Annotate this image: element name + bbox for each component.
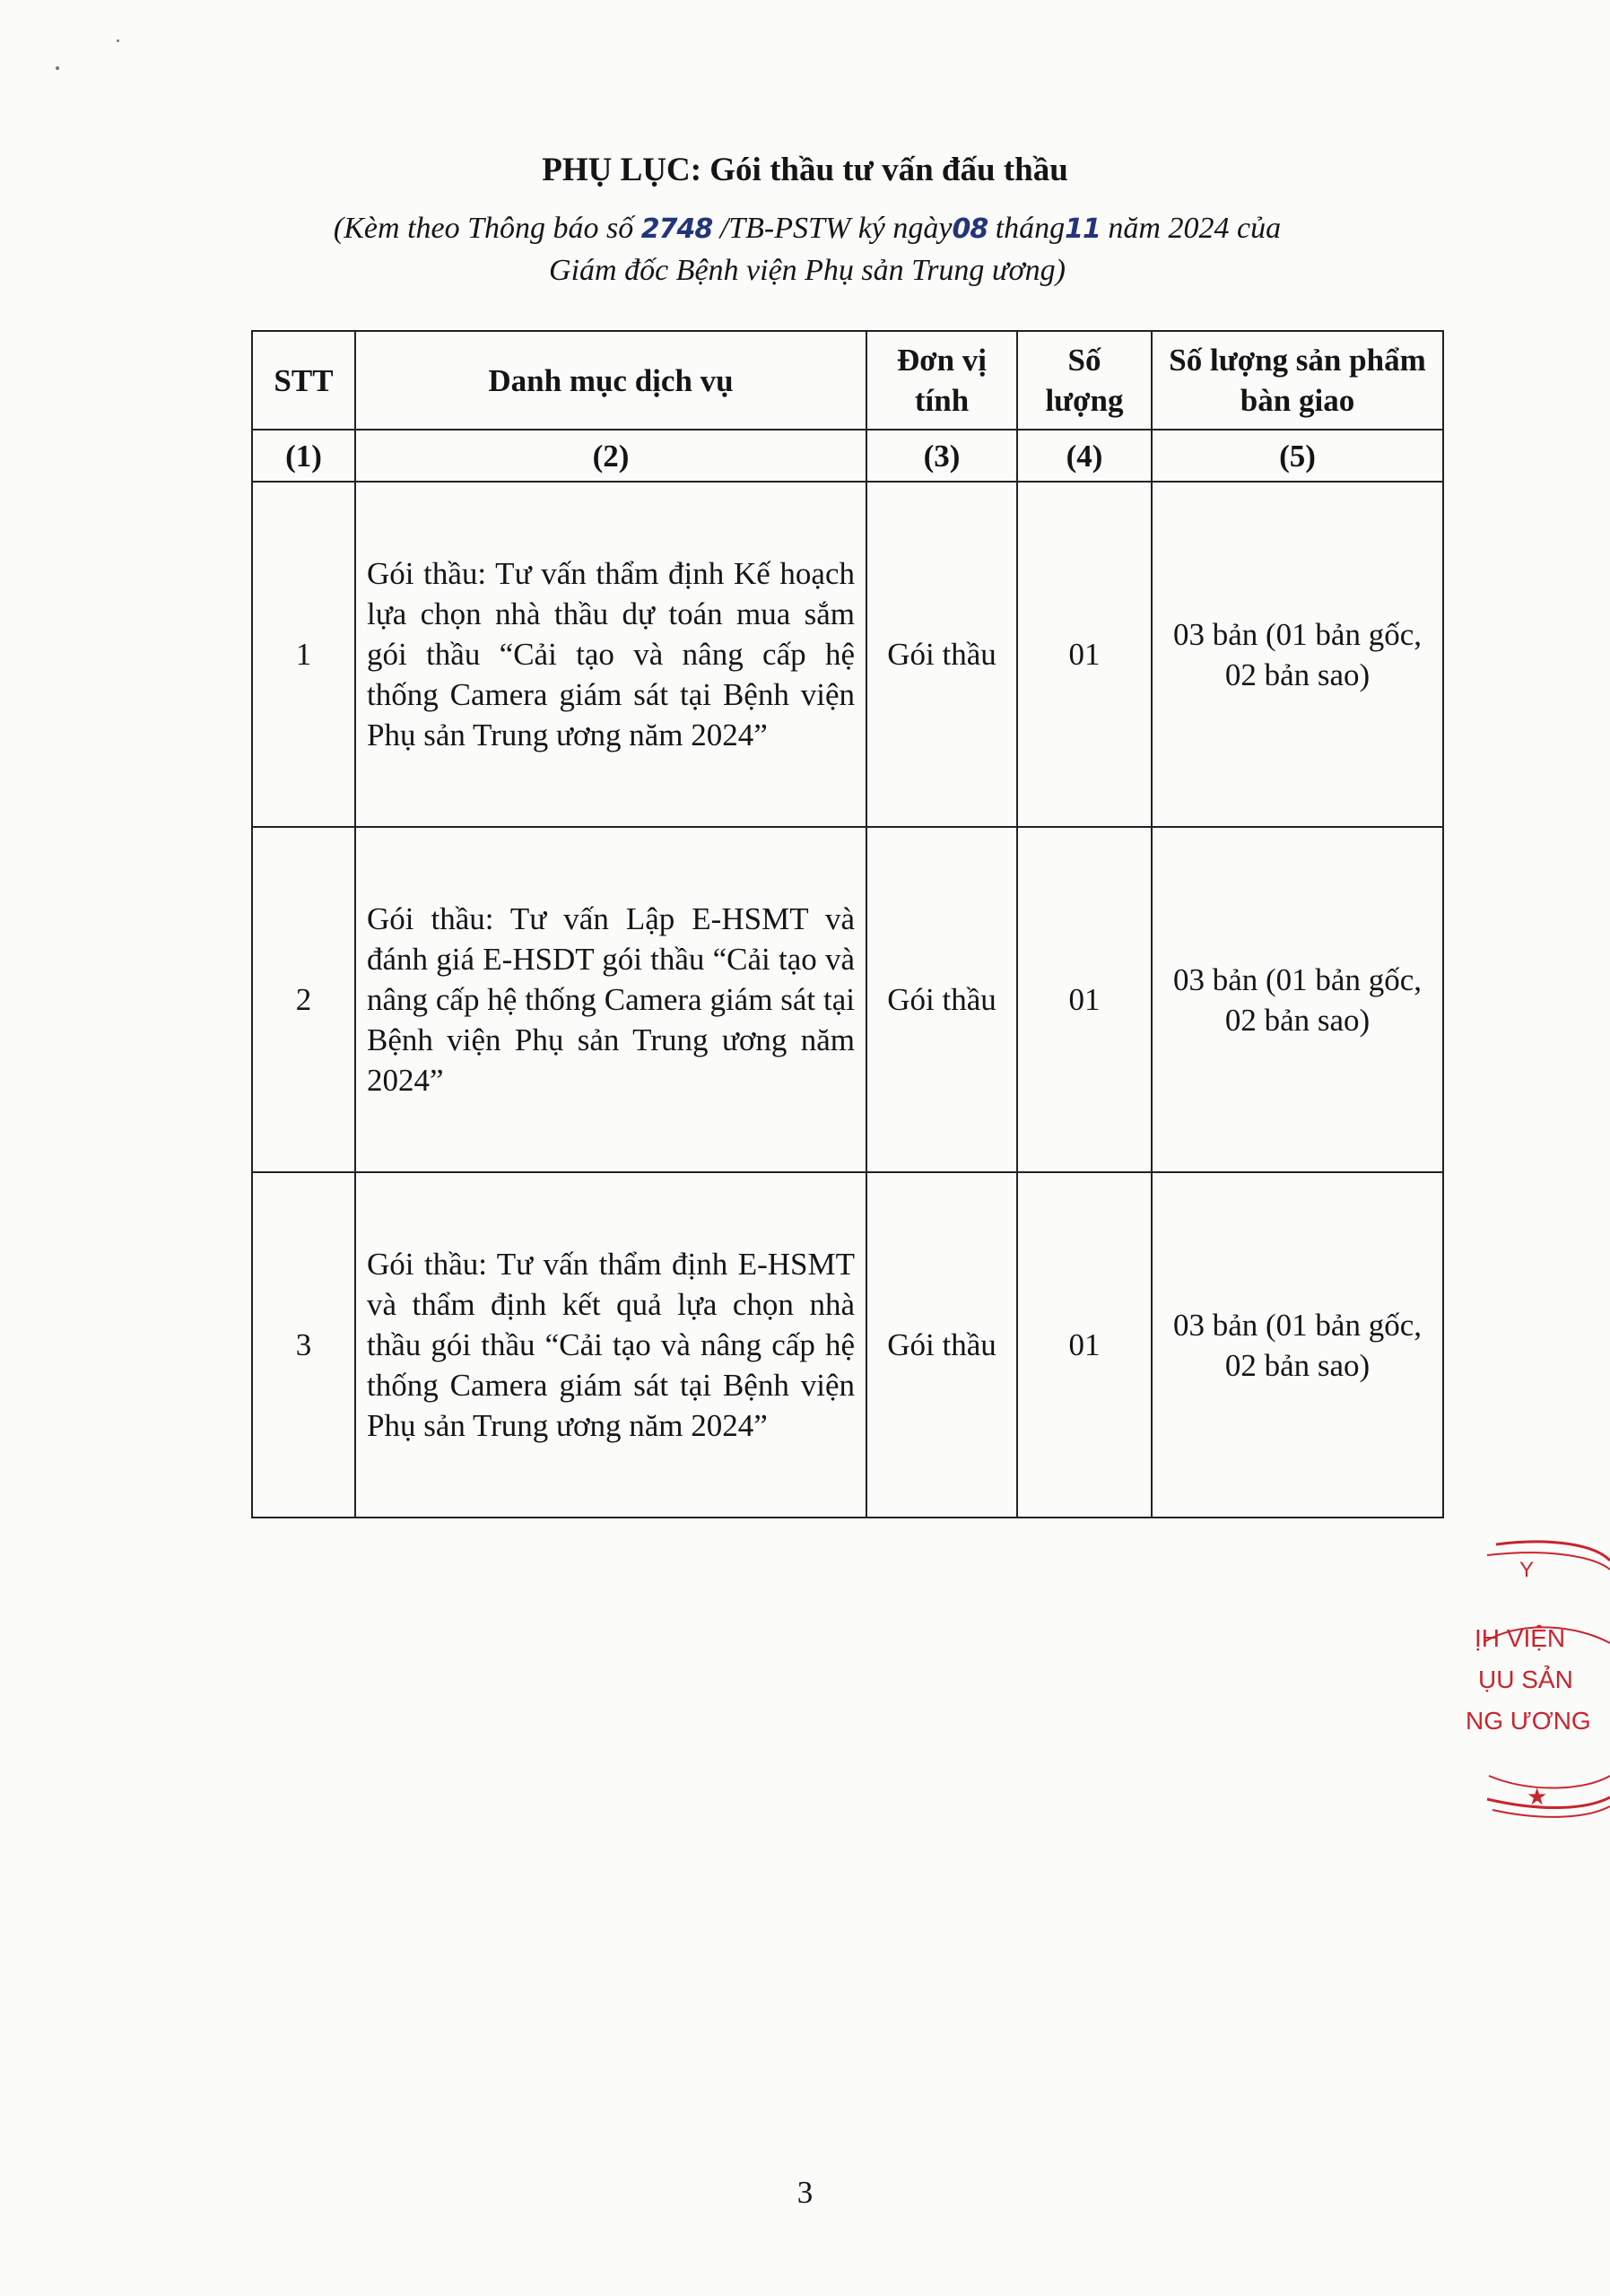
column-number: (3) bbox=[866, 430, 1017, 482]
cell-delivered: 03 bản (01 bản gốc, 02 bản sao) bbox=[1152, 482, 1443, 827]
cell-description: Gói thầu: Tư vấn thẩm định E-HSMT và thẩm định kết quả lựa chọn nhà thầu gói thầu “Cải tạo và nâng cấp hệ thống Camera giám sát tại Bệnh viện Phụ sản Trung ương năm 2024” bbox=[355, 1172, 866, 1518]
table-header-row bbox=[252, 331, 1443, 430]
cell-delivered: 03 bản (01 bản gốc, 02 bản sao) bbox=[1152, 827, 1443, 1172]
cell-stt: 1 bbox=[252, 482, 355, 827]
column-number-row bbox=[252, 430, 1443, 482]
hospital-seal-stamp bbox=[1451, 1525, 1610, 1830]
header-quantity: Số lượng bbox=[1017, 331, 1152, 430]
cell-unit: Gói thầu bbox=[866, 827, 1017, 1172]
subtitle-line-1: (Kèm theo Thông báo số 2748 /TB-PSTW ký ngày08 tháng11 năm 2024 của bbox=[333, 212, 1282, 245]
column-number: (1) bbox=[252, 430, 355, 482]
column-number: (5) bbox=[1152, 430, 1443, 482]
cell-stt: 3 bbox=[252, 1172, 355, 1518]
handwritten-month: 11 bbox=[1065, 213, 1101, 245]
subtitle-line-2: Giám đốc Bệnh viện Phụ sản Trung ương) bbox=[549, 254, 1066, 287]
scan-speck bbox=[117, 39, 119, 42]
header-service: Danh mục dịch vụ bbox=[355, 331, 866, 430]
column-number: (2) bbox=[355, 430, 866, 482]
cell-description: Gói thầu: Tư vấn Lập E-HSMT và đánh giá E-HSDT gói thầu “Cải tạo và nâng cấp hệ thống Camera giám sát tại Bệnh viện Phụ sản Trung ương năm 2024” bbox=[355, 827, 866, 1172]
handwritten-number: 2748 bbox=[640, 213, 713, 245]
cell-quantity: 01 bbox=[1017, 827, 1152, 1172]
header-unit: Đơn vị tính bbox=[866, 331, 1017, 430]
seal-text-3: ỤU SẢN bbox=[1478, 1665, 1573, 1693]
header-stt: STT bbox=[252, 331, 355, 430]
cell-delivered: 03 bản (01 bản gốc, 02 bản sao) bbox=[1152, 1172, 1443, 1518]
cell-quantity: 01 bbox=[1017, 1172, 1152, 1518]
seal-text-2: ỊH VIỆN bbox=[1475, 1624, 1566, 1652]
table-row bbox=[252, 827, 1443, 1172]
services-table bbox=[251, 330, 1444, 1518]
page-number: 3 bbox=[796, 2175, 814, 2210]
cell-quantity: 01 bbox=[1017, 482, 1152, 827]
scan-speck bbox=[56, 66, 59, 70]
seal-text-1: Y bbox=[1519, 1558, 1535, 1582]
cell-unit: Gói thầu bbox=[866, 1172, 1017, 1518]
column-number: (4) bbox=[1017, 430, 1152, 482]
seal-text-4: NG ƯƠNG bbox=[1466, 1707, 1591, 1735]
table-row bbox=[252, 1172, 1443, 1518]
table-row bbox=[252, 482, 1443, 827]
seal-star-icon: ★ bbox=[1527, 1784, 1548, 1811]
page-title: PHỤ LỤC: Gói thầu tư vấn đấu thầu bbox=[542, 152, 1068, 188]
handwritten-day: 08 bbox=[952, 213, 988, 245]
header-delivered: Số lượng sản phẩm bàn giao bbox=[1152, 331, 1443, 430]
document-subtitle bbox=[269, 208, 1345, 291]
cell-stt: 2 bbox=[252, 827, 355, 1172]
cell-unit: Gói thầu bbox=[866, 482, 1017, 827]
cell-description: Gói thầu: Tư vấn thẩm định Kế hoạch lựa chọn nhà thầu dự toán mua sắm gói thầu “Cải tạo và nâng cấp hệ thống Camera giám sát tại Bệnh viện Phụ sản Trung ương năm 2024” bbox=[355, 482, 866, 827]
